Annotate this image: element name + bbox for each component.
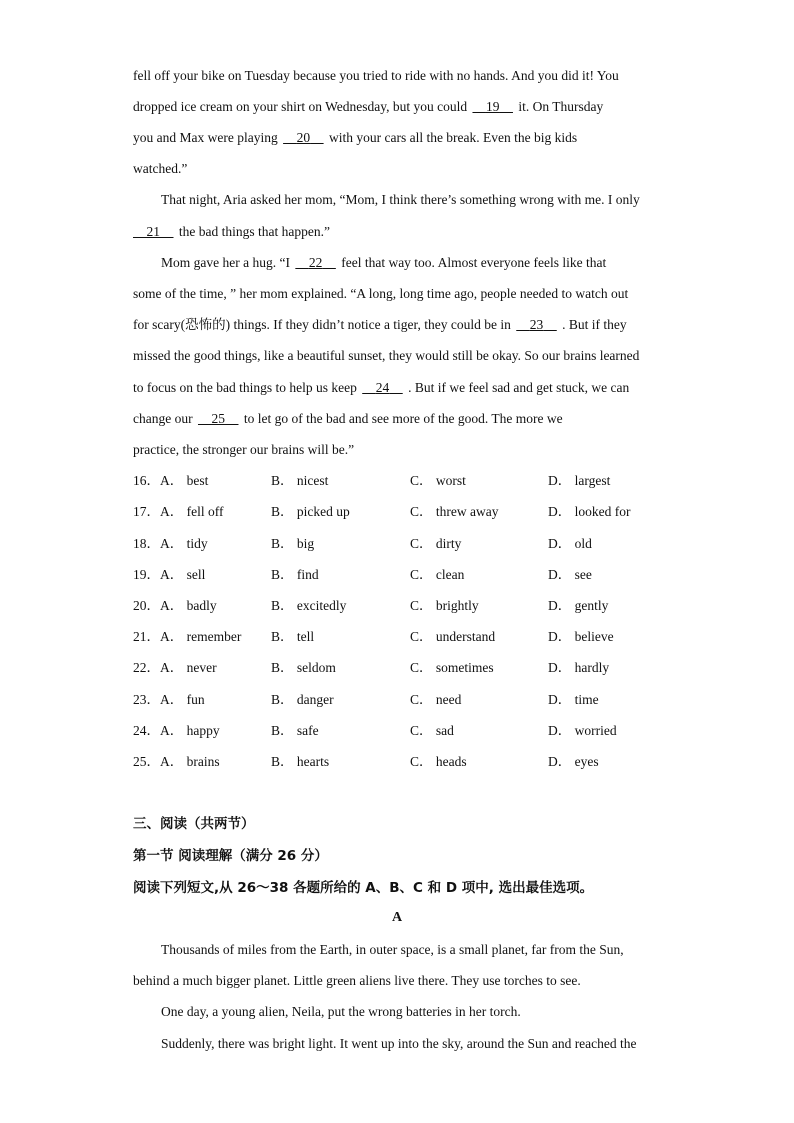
option-a: A． brains xyxy=(160,754,220,769)
story-line: missed the good things, like a beautiful sunset, they would still be okay. So our brains learned xyxy=(133,348,640,363)
blank-22: 22 xyxy=(308,255,323,270)
story-text: with your cars all the break. Even the big kids xyxy=(328,130,578,145)
passage-line: Thousands of miles from the Earth, in outer space, is a small planet, far from the Sun, xyxy=(161,942,624,957)
section-instruction: 阅读下列短文,从 26～38 各题所给的 A、B、C 和 D 项中, 选出最佳选项。 xyxy=(133,880,594,896)
option-a: A． sell xyxy=(160,567,206,582)
option-d: D． gently xyxy=(548,598,609,613)
option-d: D． looked for xyxy=(548,504,631,519)
option-a: A． fun xyxy=(160,692,205,707)
story-text: to focus on the bad things to help us keep xyxy=(133,380,357,395)
question-row xyxy=(133,754,673,770)
story-line: practice, the stronger our brains will be.” xyxy=(133,442,355,457)
option-c: C． sometimes xyxy=(410,660,494,675)
option-b: B． nicest xyxy=(271,473,329,488)
option-d: D． eyes xyxy=(548,754,599,769)
option-c: C． clean xyxy=(410,567,465,582)
story-line: watched.” xyxy=(133,161,188,176)
blank-21: 21 xyxy=(146,224,160,239)
blank-19: 19 xyxy=(485,99,500,114)
story-line xyxy=(133,99,603,115)
option-a: A． badly xyxy=(160,598,217,613)
story-line xyxy=(133,317,627,333)
option-b: B． hearts xyxy=(271,754,330,769)
story-text: . But if they xyxy=(562,317,627,332)
story-text: Mom gave her a hug. “I xyxy=(161,255,290,270)
story-text: feel that way too. Almost everyone feels like that xyxy=(341,255,607,270)
option-b: B． tell xyxy=(271,629,315,644)
option-a: A． remember xyxy=(160,629,242,644)
passage-label: A xyxy=(391,910,403,925)
option-b: B． find xyxy=(271,567,319,582)
question-number: 24． xyxy=(133,723,160,738)
option-c: C． understand xyxy=(410,629,496,644)
blank-20: 20 xyxy=(296,130,311,145)
option-a: A． happy xyxy=(160,723,220,738)
option-b: B． danger xyxy=(271,692,334,707)
option-d: D． old xyxy=(548,536,592,551)
option-a: A． never xyxy=(160,660,217,675)
option-b: B． big xyxy=(271,536,315,551)
story-line xyxy=(133,224,330,240)
story-line xyxy=(161,255,606,271)
option-d: D． hardly xyxy=(548,660,610,675)
question-number: 25． xyxy=(133,754,160,769)
question-number: 21． xyxy=(133,629,160,644)
option-b: B． picked up xyxy=(271,504,350,519)
option-d: D． time xyxy=(548,692,599,707)
blank-25: 25 xyxy=(211,411,225,426)
option-a: A． best xyxy=(160,473,209,488)
story-line xyxy=(133,411,563,427)
question-row xyxy=(133,660,673,676)
story-line xyxy=(133,130,577,146)
story-text: change our xyxy=(133,411,193,426)
story-text: it. On Thursday xyxy=(518,99,604,114)
option-b: B． seldom xyxy=(271,660,336,675)
story-text: for scary(恐怖的) things. If they didn’t notice a tiger, they could be in xyxy=(133,317,511,332)
option-d: D． see xyxy=(548,567,592,582)
option-b: B． excitedly xyxy=(271,598,347,613)
story-line: some of the time, ” her mom explained. “A long, long time ago, people needed to watch out xyxy=(133,286,629,301)
question-number: 20． xyxy=(133,598,160,613)
option-c: C． threw away xyxy=(410,504,499,519)
passage-line: Suddenly, there was bright light. It went up into the sky, around the Sun and reached the xyxy=(161,1036,637,1051)
question-number: 18． xyxy=(133,536,160,551)
option-d: D． worried xyxy=(548,723,617,738)
option-c: C． heads xyxy=(410,754,467,769)
question-row xyxy=(133,629,673,645)
story-text: the bad things that happen.” xyxy=(178,224,330,239)
option-c: C． worst xyxy=(410,473,466,488)
question-row xyxy=(133,536,673,552)
blank-23: 23 xyxy=(529,317,544,332)
story-line: That night, Aria asked her mom, “Mom, I think there’s something wrong with me. I only xyxy=(161,192,640,207)
question-row xyxy=(133,504,673,520)
section-part-title: 第一节 阅读理解（满分 26 分） xyxy=(133,848,328,864)
passage-line: One day, a young alien, Neila, put the wrong batteries in her torch. xyxy=(161,1004,521,1019)
question-row xyxy=(133,723,673,739)
blank-24: 24 xyxy=(375,380,390,395)
question-row xyxy=(133,598,673,614)
question-row xyxy=(133,567,673,583)
section-title: 三、阅读（共两节） xyxy=(133,816,255,832)
question-number: 23． xyxy=(133,692,160,707)
option-a: A． fell off xyxy=(160,504,224,519)
option-c: C． brightly xyxy=(410,598,479,613)
option-c: C． sad xyxy=(410,723,454,738)
story-text: . But if we feel sad and get stuck, we can xyxy=(408,380,630,395)
story-text: to let go of the bad and see more of the good. The more we xyxy=(243,411,563,426)
question-row xyxy=(133,473,673,489)
option-c: C． need xyxy=(410,692,462,707)
option-d: D． largest xyxy=(548,473,611,488)
question-number: 22． xyxy=(133,660,160,675)
option-a: A． tidy xyxy=(160,536,208,551)
story-text: you and Max were playing xyxy=(133,130,278,145)
question-row xyxy=(133,692,673,708)
question-number: 16． xyxy=(133,473,160,488)
question-number: 17． xyxy=(133,504,160,519)
option-d: D． believe xyxy=(548,629,614,644)
story-text: dropped ice cream on your shirt on Wednesday, but you could xyxy=(133,99,468,114)
story-line xyxy=(133,380,629,396)
passage-line: behind a much bigger planet. Little green aliens live there. They use torches to see. xyxy=(133,973,581,988)
story-line: fell off your bike on Tuesday because you tried to ride with no hands. And you did it! You xyxy=(133,68,619,83)
question-number: 19． xyxy=(133,567,160,582)
option-c: C． dirty xyxy=(410,536,462,551)
option-b: B． safe xyxy=(271,723,319,738)
